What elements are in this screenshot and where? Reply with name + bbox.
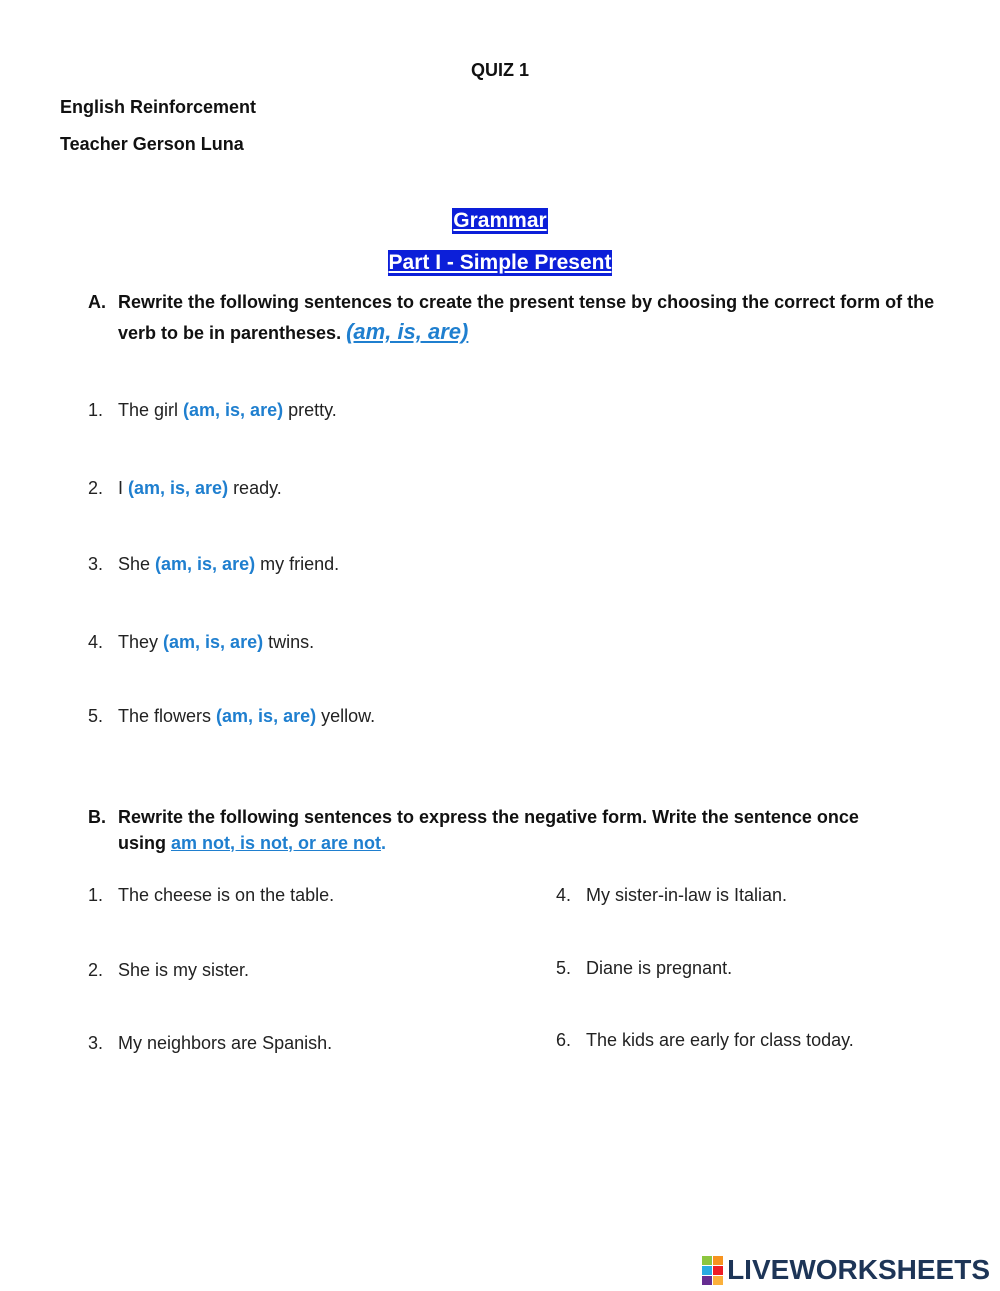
item-text: My neighbors are Spanish. [118, 1033, 333, 1053]
item-number: 3. [88, 554, 104, 574]
part-a-item-2 [88, 478, 282, 499]
item-text: my friend. [255, 554, 340, 574]
item-text: They [118, 632, 164, 652]
item-text: yellow. [316, 706, 376, 726]
teacher-name: Teacher Gerson Luna [60, 134, 244, 154]
item-text: Diane is pregnant. [586, 958, 733, 978]
part-b-item-6 [556, 1030, 854, 1051]
part-b-item-5 [556, 958, 732, 979]
item-text: ready. [228, 478, 282, 498]
logo-block [702, 1276, 712, 1285]
part-a-label: A. [88, 292, 106, 312]
part-b-item-3 [88, 1033, 332, 1054]
item-number: 5. [88, 706, 104, 726]
item-text: The girl [118, 400, 184, 420]
item-choice: (am, is, are) [155, 554, 256, 574]
liveworksheets-logo [702, 1255, 990, 1285]
part-b-instruction [88, 804, 938, 856]
part-b-instruction-pre: using [118, 833, 171, 853]
item-number: 4. [88, 632, 104, 652]
part-a-instruction-text: Rewrite the following sentences to create the present tense by choosing the correct form of the verb to be in parentheses. [118, 292, 935, 343]
part-b-item-1 [88, 885, 334, 906]
item-number: 3. [88, 1033, 104, 1053]
item-number: 4. [556, 885, 572, 905]
logo-block [713, 1256, 723, 1265]
logo-blocks-icon [702, 1256, 723, 1285]
item-text: The flowers [118, 706, 217, 726]
item-text: The cheese is on the table. [118, 885, 335, 905]
part-b-options: am not, is not, or are not [171, 833, 382, 853]
item-choice: (am, is, are) [216, 706, 317, 726]
item-number: 2. [88, 478, 104, 498]
part-a-item-1 [88, 400, 337, 421]
part-a-options: (am, is, are) [346, 319, 469, 344]
part-b-label: B. [88, 807, 106, 827]
part-a-instruction [88, 288, 938, 348]
item-text: She [118, 554, 156, 574]
item-text: She is my sister. [118, 960, 250, 980]
section-title-wrap [0, 208, 1000, 234]
item-choice: (am, is, are) [183, 400, 284, 420]
item-number: 2. [88, 960, 104, 980]
part-title-wrap [0, 250, 1000, 276]
part-b-item-2 [88, 960, 249, 981]
part-b-instruction-line1: Rewrite the following sentences to express the negative form. Write the sentence once [118, 807, 859, 827]
item-text: pretty. [283, 400, 337, 420]
item-number: 6. [556, 1030, 572, 1050]
logo-block [702, 1256, 712, 1265]
part-b-item-4 [556, 885, 787, 906]
part-b-instruction-end: . [381, 833, 387, 853]
item-choice: (am, is, are) [163, 632, 264, 652]
item-number: 1. [88, 885, 104, 905]
item-text: My sister-in-law is Italian. [586, 885, 788, 905]
part-a-item-3 [88, 554, 339, 575]
item-text: I [118, 478, 129, 498]
logo-block [713, 1276, 723, 1285]
logo-block [713, 1266, 723, 1275]
logo-block [702, 1266, 712, 1275]
part-a-item-4 [88, 632, 314, 653]
section-title: Grammar [453, 209, 547, 232]
logo-text: LIVEWORKSHEETS [727, 1254, 990, 1285]
item-text: twins. [263, 632, 315, 652]
part-a-item-5 [88, 706, 375, 727]
subject-title: English Reinforcement [60, 97, 257, 117]
quiz-title: QUIZ 1 [470, 60, 529, 80]
part-title: Part I - Simple Present [388, 251, 612, 274]
item-number: 5. [556, 958, 572, 978]
item-choice: (am, is, are) [128, 478, 229, 498]
item-text: The kids are early for class today. [586, 1030, 854, 1050]
item-number: 1. [88, 400, 104, 420]
